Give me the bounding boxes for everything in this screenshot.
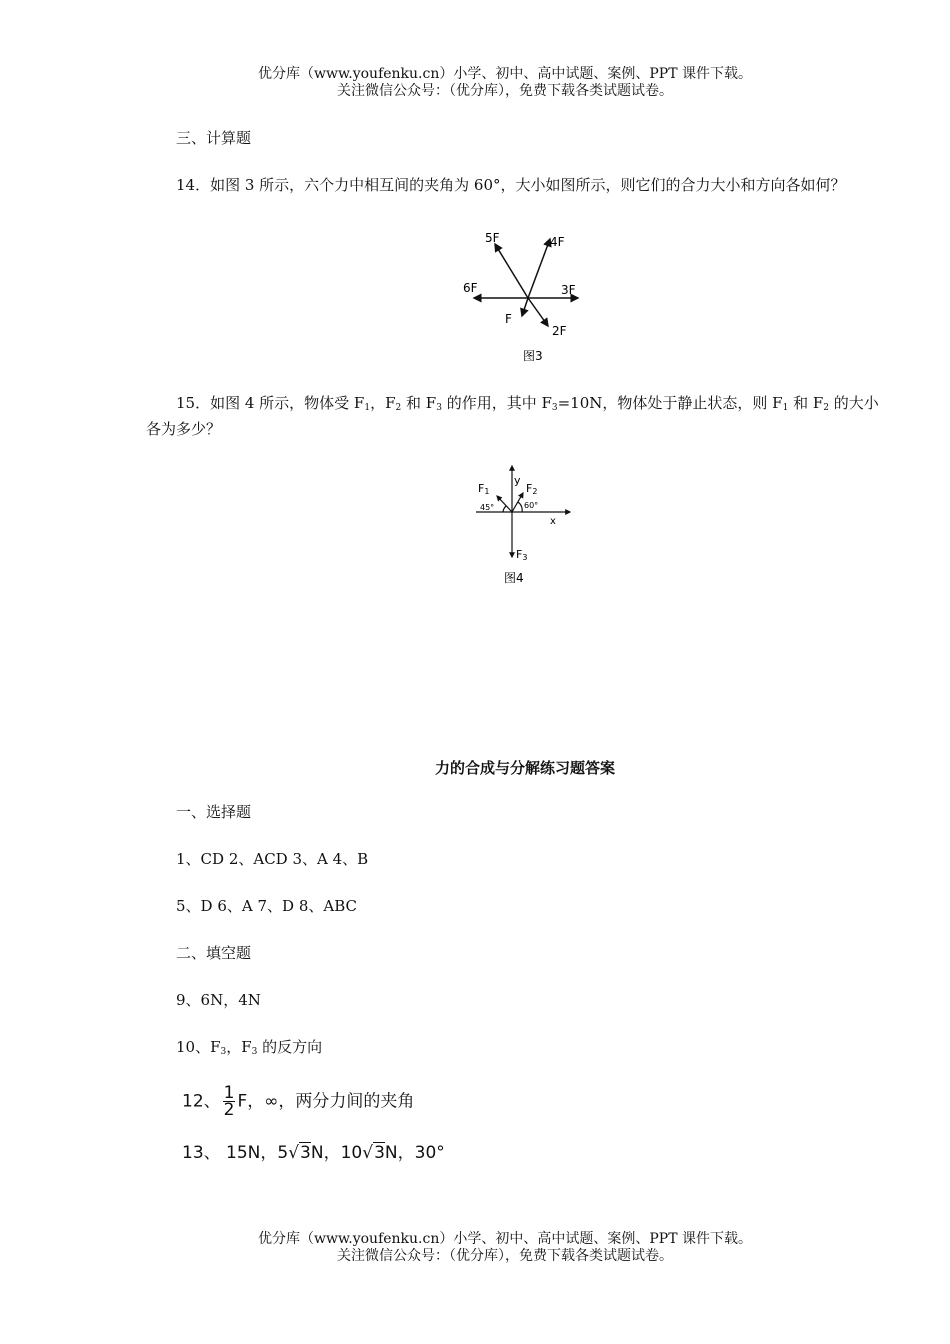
force-2F-arrow — [528, 298, 548, 326]
answer-13: 13、 15N，5√3N，10√3N，30° — [182, 1143, 445, 1163]
question-15-line-2: 各为多少？ — [146, 420, 222, 438]
answers-section-2: 二、填空题 — [176, 944, 252, 962]
label-F1: F1 — [478, 482, 490, 496]
angle-arc-left — [503, 506, 506, 512]
header-line-1: 优分库（www.youfenku.cn）小学、初中、高中试题、案例、PPT 课件下载。 — [257, 66, 752, 82]
force-F-arrow — [522, 298, 528, 316]
answer-10: 10、$F_3$，$F_3$ 的反方向 — [176, 1038, 323, 1057]
footer-line-2: 关注微信公众号：（优分库），免费下载各类试题试卷。 — [337, 1248, 673, 1264]
label-4F: 4F — [550, 235, 565, 249]
label-F3: F3 — [516, 548, 528, 562]
question-15-line-1: 15．如图 4 所示，物体受 $F_1$，$F_2$ 和 $F_3$ 的作用，其中 $F_3=10N$，物体处于静止状态，则 $F_1$ 和 $F_2$ 的大小 — [176, 394, 879, 413]
label-F2: F2 — [526, 482, 538, 496]
sqrt-symbol: √ — [288, 1143, 300, 1163]
force-F2-arrow — [512, 493, 523, 512]
header-line-2: 关注微信公众号：（优分库），免费下载各类试题试卷。 — [337, 83, 673, 99]
answers-title: 力的合成与分解练习题答案 — [434, 759, 615, 777]
section-3-heading: 三、计算题 — [176, 129, 252, 147]
label-F: F — [505, 312, 512, 326]
label-2F: 2F — [552, 324, 567, 338]
figure-3 — [455, 228, 595, 368]
force-F1-arrow — [497, 496, 512, 512]
question-14: 14．如图 3 所示，六个力中相互间的夹角为 60°，大小如图所示，则它们的合力大小和方向各如何？ — [176, 176, 846, 194]
label-x: x — [550, 516, 556, 527]
label-y: y — [514, 474, 521, 487]
sqrt-symbol: √ — [362, 1143, 374, 1163]
label-60-degrees: 60° — [524, 501, 539, 510]
force-4F-arrow — [528, 239, 550, 298]
figure-4 — [470, 462, 580, 592]
answers-section-1: 一、选择题 — [176, 803, 252, 821]
answers-row-1: 1、CD 2、ACD 3、A 4、B — [176, 850, 369, 868]
answer-9: 9、6N，4N — [176, 991, 261, 1009]
angle-arc-right — [518, 502, 522, 512]
label-45-degrees: 45° — [480, 503, 495, 512]
label-5F: 5F — [485, 231, 500, 245]
page-footer — [0, 1231, 950, 1265]
footer-line-1: 优分库（www.youfenku.cn）小学、初中、高中试题、案例、PPT 课件下载。 — [257, 1231, 752, 1247]
answer-12: 12、 $\frac{1}{2}$ F，∞，两分力间的夹角 — [182, 1083, 415, 1120]
label-6F: 6F — [463, 281, 478, 295]
page-header — [0, 66, 950, 100]
figure-3-caption: 图3 — [523, 349, 543, 363]
label-3F: 3F — [561, 283, 576, 297]
force-5F-arrow — [495, 244, 528, 298]
fraction-one-half: $\frac{1}{2}$ — [223, 1083, 235, 1120]
answers-row-2: 5、D 6、A 7、D 8、ABC — [176, 897, 357, 915]
figure-4-caption: 图4 — [504, 571, 524, 585]
